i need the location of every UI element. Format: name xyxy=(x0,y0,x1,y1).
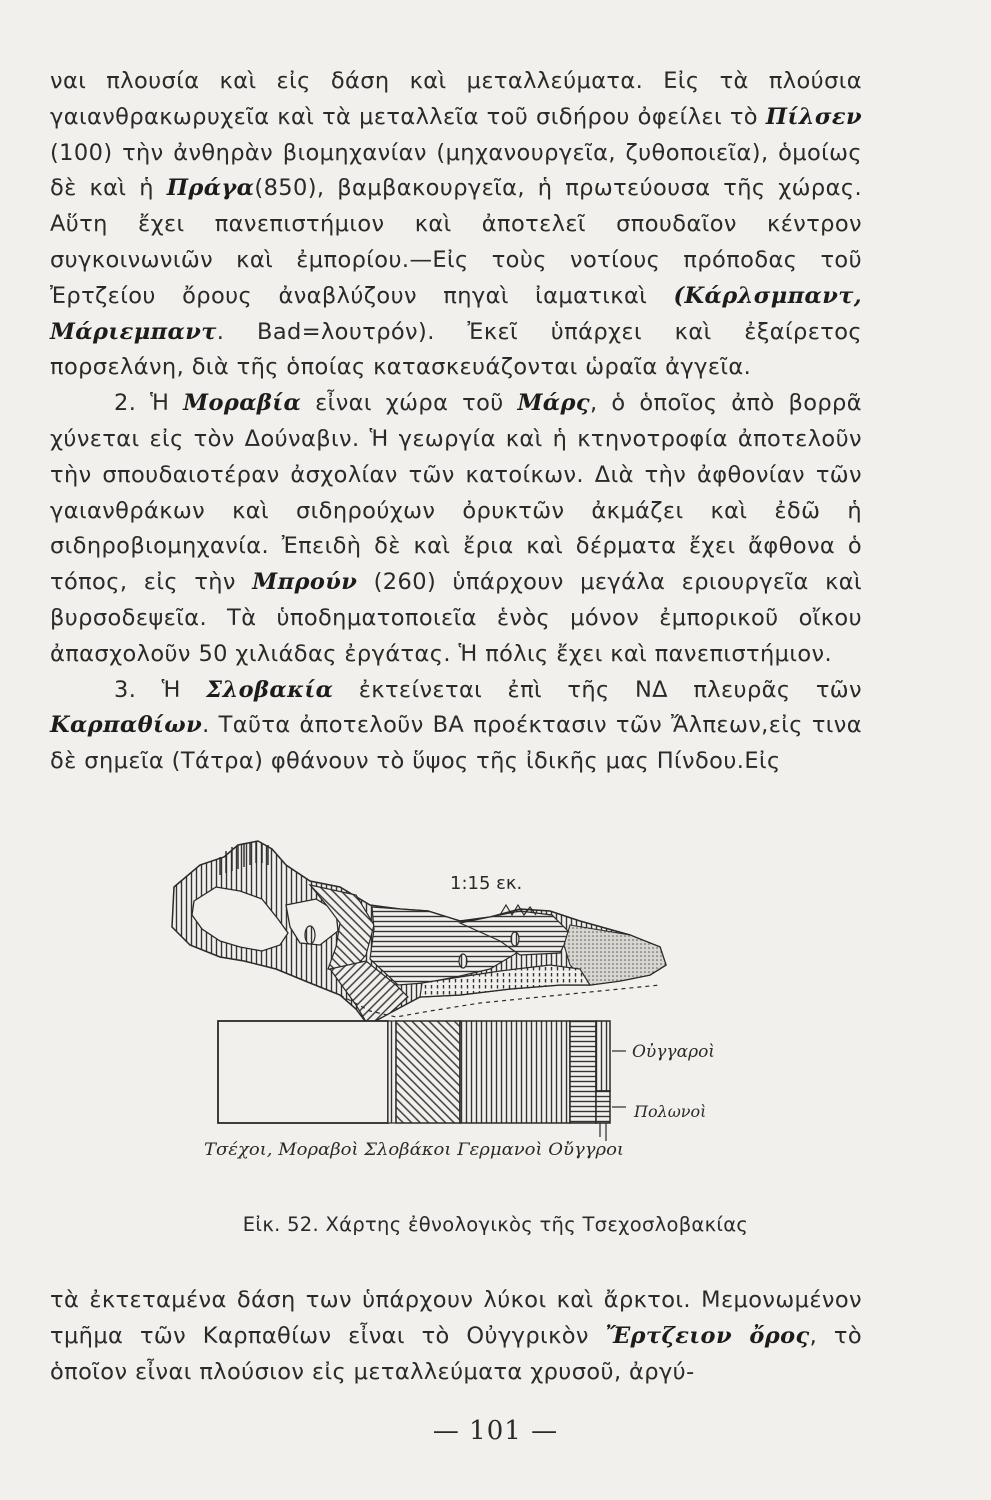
emphasized-term: Μπρούν xyxy=(252,569,358,596)
map-territory xyxy=(172,841,666,1025)
emphasized-term: Μάρς xyxy=(517,390,590,417)
legend-slovaks-swatch xyxy=(460,1021,570,1123)
legend-hungarians-swatch xyxy=(596,1021,610,1091)
legend-moravians-swatch xyxy=(396,1021,460,1123)
legend-poles-swatch xyxy=(596,1091,610,1123)
paragraph: τὰ ἐκτεταμένα δάση των ὑπάρχουν λύκοι καὶ ἄρκτοι. Μεμονωμένον τμῆμα τῶν Καρπαθίων εἶναι τὸ Οὐγγρικὸν Ἔρτζειον ὄρος, τὸ ὁποῖον εἶναι πλούσιον εἰς μεταλλεύματα χρυσοῦ, ἀργύ- xyxy=(50,1287,862,1385)
ethnographic-map-figure xyxy=(160,835,780,1205)
legend-czechs-swatch xyxy=(218,1021,388,1123)
legend-bar xyxy=(218,1021,626,1141)
paragraph: 3. Ἡ Σλοβακία ἐκτείνεται ἐπὶ τῆς ΝΔ πλευρᾶς τῶν Καρπαθίων. Ταῦτα ἀποτελοῦν ΒΑ προέκτασιν τῶν Ἄλπεων,εἰς τινα δὲ σημεῖα (Τάτρα) φθάνουν τὸ ὕψος τῆς ἰδικῆς μας Πίνδου.Εἰς xyxy=(50,676,862,775)
legend-label-hungarians: Οὐγγαροὶ xyxy=(632,1042,715,1062)
emphasized-term: Πράγα xyxy=(166,175,255,202)
legend-label-groups: Τσέχοι, Μοραβοὶ Σλοβάκοι Γερμανοὶ Οὔγγροι xyxy=(204,1140,624,1160)
map-scale: 1:15 εκ. xyxy=(450,873,523,894)
legend-germans-swatch xyxy=(570,1021,596,1123)
paragraph: 2. Ἡ Μοραβία εἶναι χώρα τοῦ Μάρς, ὁ ὁποῖος ἀπὸ βορρᾶ χύνεται εἰς τὸν Δούναβιν. Ἡ γεωργία καὶ ἡ κτηνοτροφία ἀποτελοῦν τὴν σπουδαιοτέραν ἀσχολίαν τῶν κατοίκων. Διὰ τὴν ἀφθονίαν τῶν γαιανθράκων καὶ σιδηρούχων ὀρυκτῶν ἀκμάζει καὶ ἐδῶ ἡ σιδηροβιομηχανία. Ἐπειδὴ δὲ καὶ ἔρια καὶ δέρματα ἔχει ἄφθονα ὁ τόπος, εἰς τὴν Μπρούν (260) ὑπάρχουν μεγάλα εριουργεῖα καὶ βυρσοδεψεῖα. Τὰ ὑποδηματοποιεῖα ἑνὸς μόνον ἐμπορικοῦ οἴκου ἀπασχολοῦν 50 χιλιάδας ἐργάτας. Ἡ πόλις ἔχει καὶ πανεπιστήμιον. xyxy=(50,390,862,667)
emphasized-term: Μοραβία xyxy=(183,390,302,417)
paragraph: ναι πλουσία καὶ εἰς δάση καὶ μεταλλεύματα. Εἰς τὰ πλούσια γαιανθρακωρυχεῖα καὶ τὰ μεταλλεῖα τοῦ σιδήρου ὀφείλει τὸ Πίλσεν (100) τὴν ἀνθηρὰν βιομηχανίαν (μηχανουργεῖα, ζυθοποιεῖα), ὁμοίως δὲ καὶ ἡ Πράγα(850), βαμβακουργεῖα, ἡ πρωτεύουσα τῆς χώρας. Αὕτη ἔχει πανεπιστήμιον καὶ ἀποτελεῖ σπουδαῖον κέντρον συγκοινωνιῶν καὶ ἐμπορίου.—Εἰς τοὺς νοτίους πρόποδας τοῦ Ἐρτζείου ὄρους ἀναβλύζουν πηγαὶ ἰαματικαὶ (Κάρλσμπαντ, Μάριεμπαντ. Bad=λουτρόν). Ἐκεῖ ὑπάρχει καὶ ἐξαίρετος πορσελάνη, διὰ τῆς ὁποίας κατασκευάζονται ὡραῖα ἀγγεῖα. xyxy=(50,68,862,381)
emphasized-term: Σλοβακία xyxy=(206,676,334,703)
body-text-top xyxy=(50,64,862,780)
body-text-bottom xyxy=(50,1283,862,1390)
legend-gap-swatch xyxy=(388,1021,396,1123)
emphasized-term: Πίλσεν xyxy=(765,103,862,130)
emphasized-term: Καρπαθίων xyxy=(50,712,203,739)
emphasized-term: (Κάρλσμπαντ, Μάριεμπαντ xyxy=(50,282,862,345)
page-number: — 101 — xyxy=(432,1416,559,1446)
emphasized-term: Ἔρτζειον ὄρος xyxy=(605,1322,810,1349)
figure-caption: Εἰκ. 52. Χάρτης ἐθνολογικὸς τῆς Τσεχοσλοβακίας xyxy=(242,1213,749,1236)
legend-label-poles: Πολωνοὶ xyxy=(634,1102,707,1121)
